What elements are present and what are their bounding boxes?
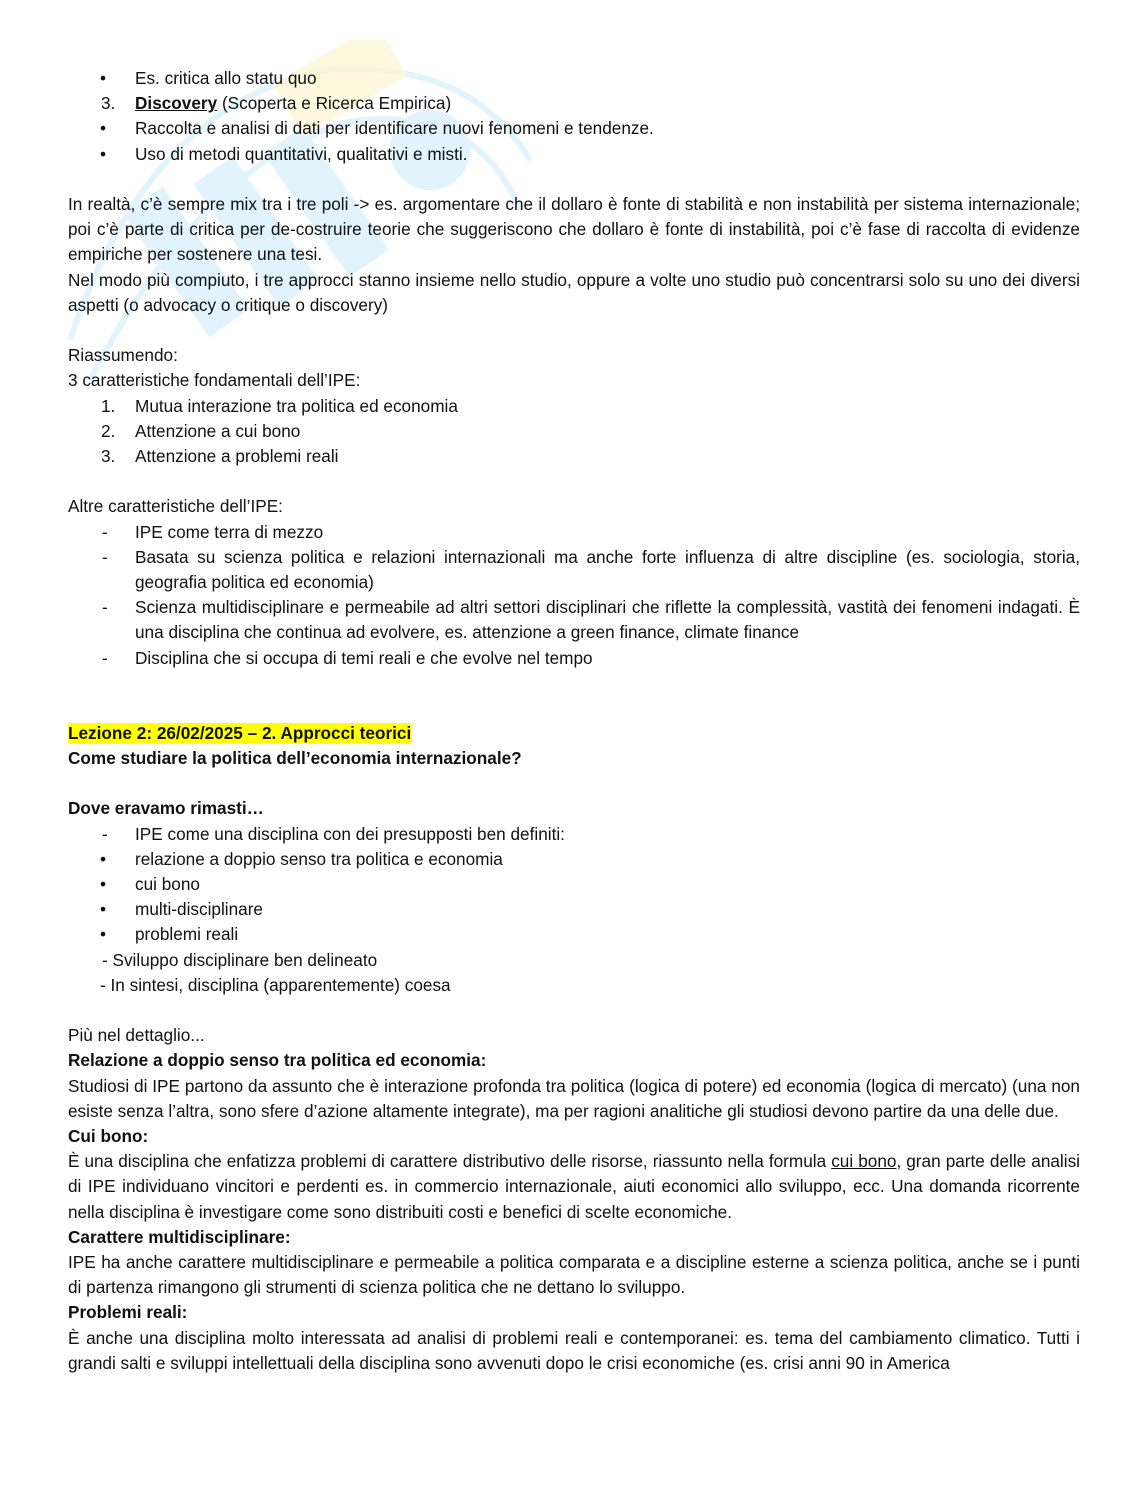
numbered-item: 3. Attenzione a problemi reali [68,444,1080,469]
dash-marker: - [102,521,108,542]
section-text: Studiosi di IPE partono da assunto che è interazione profonda tra politica (logica di potere) ed economia (logica di mercato) (una non esiste senza l’altra, sono sfere d’azione altamente integrate), ma per ragioni analitiche gli studiosi devono partire da una delle due. [68,1075,1080,1121]
bullet-item: • problemi reali [68,922,1080,947]
details-intro: Più nel dettaglio... [68,1025,205,1046]
dash-item: - Disciplina che si occupa di temi reali e che evolve nel tempo [68,646,1080,671]
bullet-item: • Uso di metodi quantitativi, qualitativi e misti. [68,142,1080,167]
recap-line: - In sintesi, disciplina (apparentemente) coesa [100,974,451,995]
list-number: 3. [101,446,116,467]
section-text: È una disciplina che enfatizza problemi di carattere distributivo delle risorse, riassunto nella formula cui bono, gran parte delle analisi di IPE individuano vincitori e perdenti es. in commercio internazionale, aiuti economici allo sviluppo, ecc. Una domanda ricorrente nella disciplina è investigare come sono distribuiti costi e benefici di scelte economiche. [68,1151,1080,1222]
list-number: 1. [101,395,116,416]
numbered-item: 2. Attenzione a cui bono [68,419,1080,444]
dash-marker: - [102,647,108,668]
summary-intro: 3 caratteristiche fondamentali dell’IPE: [68,370,361,391]
discovery-term: Discovery [135,93,218,114]
bullet-item: • multi-disciplinare [68,897,1080,922]
section-heading: Relazione a doppio senso tra politica ed economia: [68,1050,487,1071]
section-text: IPE ha anche carattere multidisciplinare e permeabile a politica comparata e a discipline esterne a scienza politica, anche se i punti di partenza rimangono gli strumenti di scienza politica che ne dettano lo sviluppo. [68,1252,1080,1298]
bullet-item: • Raccolta e analisi di dati per identificare nuovi fenomeni e tendenze. [68,116,1080,141]
numbered-item: 3. Discovery (Scoperta e Ricerca Empirica) [68,91,1080,116]
dash-marker: - [102,823,108,844]
bullet-item: • cui bono [68,872,1080,897]
section-heading: Carattere multidisciplinare: [68,1226,291,1247]
list-number: 3. [101,93,116,114]
section-heading: Problemi reali: [68,1302,188,1323]
list-number: 2. [101,420,116,441]
summary-title: Riassumendo: [68,345,178,366]
paragraph: Nel modo più compiuto, i tre approcci stanno insieme nello studio, oppure a volte uno studio può concentrarsi solo su uno dei diversi aspetti (o advocacy o critique o discovery) [68,269,1080,315]
dash-item: - IPE come una disciplina con dei presupposti ben definiti: [68,822,1080,847]
other-title: Altre caratteristiche dell’IPE: [68,496,283,517]
section-heading: Cui bono: [68,1126,149,1147]
recap-line: - Sviluppo disciplinare ben delineato [102,949,378,970]
bullet-item: • Es. critica allo statu quo [68,66,1080,91]
bullet-marker: • [100,848,107,869]
bullet-marker: • [100,899,107,920]
dash-marker: - [102,546,108,567]
dash-item: - IPE come terra di mezzo [68,520,1080,545]
bullet-marker: • [100,143,107,164]
dash-item: - Scienza multidisciplinare e permeabile ad altri settori disciplinari che riflette la complessità, vastità dei fenomeni indagati. È una disciplina che continua ad evolvere, es. attenzione a green finance, climate finance [102,597,1080,643]
dash-item: - Basata su scienza politica e relazioni internazionali ma anche forte influenza di altre discipline (es. sociologia, storia, geografia politica ed economia) [102,546,1080,593]
bullet-marker: • [100,118,107,139]
bullet-item: • relazione a doppio senso tra politica e economia [68,847,1080,872]
cui-bono-term: cui bono [831,1151,897,1172]
dash-marker: - [102,597,108,618]
paragraph: In realtà, c’è sempre mix tra i tre poli -> es. argomentare che il dollaro è fonte di stabilità e non instabilità per sistema internazionale; poi c’è parte di critica per de-costruire teorie che suggeriscono che dollaro è fonte di instabilità, poi c’è fase di raccolta di evidenze empiriche per sostenere una tesi. [68,194,1080,265]
bullet-marker: • [100,924,107,945]
numbered-item: 1. Mutua interazione tra politica ed economia [68,394,1080,419]
lesson-title: Lezione 2: 26/02/2025 – 2. Approcci teorici [68,722,412,743]
section-text: È anche una disciplina molto interessata ad analisi di problemi reali e contemporanei: es. tema del cambiamento climatico. Tutti i grandi salti e sviluppi intellettuali della disciplina sono avvenuti dopo le crisi economiche (es. crisi anni 90 in America [68,1327,1080,1373]
lesson-subtitle: Come studiare la politica dell’economia internazionale? [68,748,522,769]
bullet-marker: • [100,874,107,895]
bullet-marker: • [100,68,107,88]
recap-title: Dove eravamo rimasti… [68,798,264,819]
